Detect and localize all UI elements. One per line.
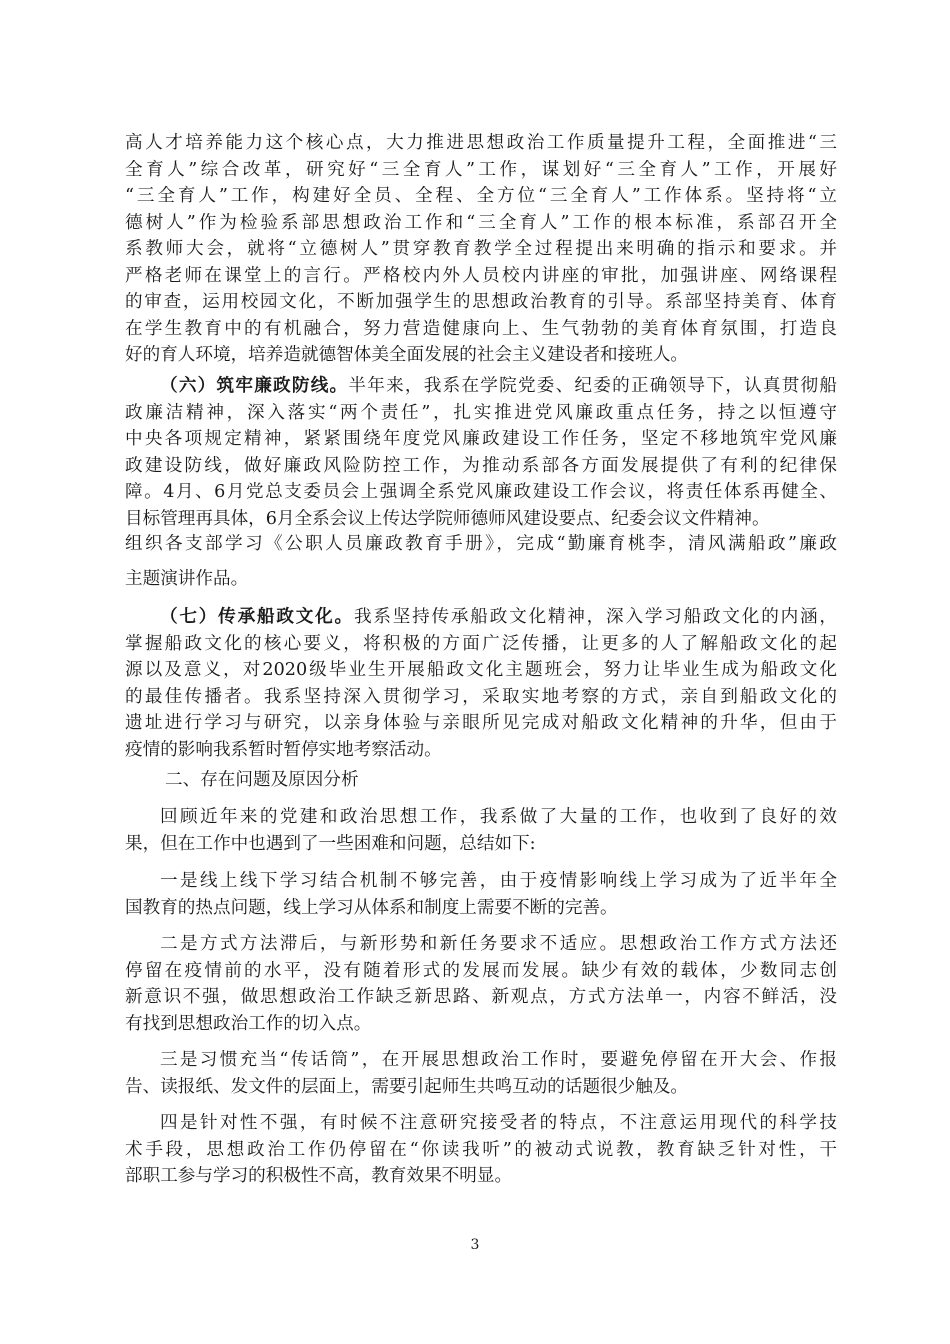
problem-3-paragraph: [125, 1047, 837, 1100]
text-line: 德树人”作为检验系部思想政治工作和“三全育人”工作的根本标准，系部召开全: [125, 212, 837, 233]
section-7-paragraph: [125, 604, 837, 763]
text-line: 政建设防线，做好廉政风险防控工作，为推动系部各方面发展提供了有利的纪律保: [125, 455, 837, 476]
text-line: 的最佳传播者。我系坚持深入贯彻学习，采取实地考察的方式，亲自到船政文化的: [125, 686, 837, 707]
text-line: 主题演讲作品。: [125, 569, 249, 589]
text-line: 系教师大会，就将“立德树人”贯穿教育教学全过程提出来明确的指示和要求。并: [125, 239, 837, 259]
section-7-first-line: 我系坚持传承船政文化精神，深入学习船政文化的内涵，: [353, 607, 837, 627]
section-6-paragraph: [125, 373, 837, 532]
paragraph-three-all-education: [125, 130, 837, 369]
section-6-extra: [125, 531, 837, 558]
review-paragraph: [125, 804, 837, 857]
text-line: 术手段，思想政治工作仍停留在“你读我听”的被动式说教，教育缺乏针对性，干: [125, 1139, 837, 1160]
text-line: 回顾近年来的党建和政治思想工作，我系做了大量的工作，也收到了良好的效: [160, 807, 837, 827]
text-line: [125, 604, 837, 631]
text-line: 新意识不强，做思想政治工作缺乏新思路、新观点，方式方法单一，内容不鲜活，没: [125, 987, 837, 1007]
text-line: 国教育的热点问题，线上学习从体系和制度上需要不断的完善。: [125, 897, 618, 918]
text-line: 三是习惯充当“传话筒”，在开展思想政治工作时，要避免停留在开大会、作报: [160, 1050, 837, 1070]
text-line: 源以及意义，对2020级毕业生开展船政文化主题班会，努力让毕业生成为船政文化: [125, 660, 837, 680]
text-line: 停留在疫情前的水平，没有随着形式的发展而发展。缺少有效的载体，少数同志创: [125, 960, 837, 981]
text-line: 全育人”综合改革，研究好“三全育人”工作，谋划好“三全育人”工作，开展好: [125, 159, 837, 180]
page-number: 3: [470, 1237, 480, 1253]
problem-4-paragraph: [125, 1110, 837, 1190]
text-line: 告、读报纸、发文件的层面上，需要引起师生共鸣互动的话题很少触及。: [125, 1076, 689, 1097]
section-6-heading: （六）筑牢廉政防线。: [160, 375, 349, 396]
text-line: 好的育人环境，培养造就德智体美全面发展的社会主义建设者和接班人。: [125, 345, 689, 365]
text-line: 中央各项规定精神，紧紧围绕年度党风廉政建设工作任务，坚定不移地筑牢党风廉: [125, 429, 837, 449]
text-line: 部职工参与学习的积极性不高，教育效果不明显。: [125, 1166, 513, 1186]
problem-1-paragraph: [125, 868, 837, 921]
section-2-heading: 二、存在问题及原因分析: [165, 770, 359, 790]
text-line: 掌握船政文化的核心要义，将积极的方面广泛传播，让更多的人了解船政文化的起: [125, 633, 837, 654]
text-line: 一是线上线下学习结合机制不够完善，由于疫情影响线上学习成为了近半年全: [160, 871, 837, 891]
text-line: [125, 373, 837, 400]
text-line: 有找到思想政治工作的切入点。: [125, 1013, 372, 1034]
text-line: 遗址进行学习与研究，以亲身体验与亲眼所见完成对船政文化精神的升华，但由于: [125, 713, 837, 733]
text-line: 障。4月、6月党总支委员会上强调全系党风廉政建设工作会议，将责任体系再健全、: [125, 482, 837, 502]
text-line: 高人才培养能力这个核心点，大力推进思想政治工作质量提升工程，全面推进“三: [125, 133, 837, 153]
text-line: 疫情的影响我系暂时暂停实地考察活动。: [125, 739, 442, 760]
section-7-heading: （七）传承船政文化。: [160, 606, 354, 627]
text-line: 二是方式方法滞后，与新形势和新任务要求不适应。思想政治工作方式方法还: [160, 934, 837, 954]
section-6-extra-end: [125, 566, 837, 593]
text-line: 四是针对性不强，有时候不注意研究接受者的特点，不注意运用现代的科学技: [160, 1113, 837, 1133]
text-line: 严格老师在课堂上的言行。严格校内外人员校内讲座的审批，加强讲座、网络课程: [125, 265, 837, 286]
text-line: 的审查，运用校园文化，不断加强学生的思想政治教育的引导。系部坚持美育、体育: [125, 292, 837, 312]
text-line: 组织各支部学习《公职人员廉政教育手册》，完成“勤廉育桃李，清风满船政”廉政: [125, 534, 837, 554]
text-line: 政廉洁精神，深入落实“两个责任”，扎实推进党风廉政重点任务，持之以恒遵守: [125, 402, 837, 423]
text-line: “三全育人”工作，构建好全员、全程、全方位“三全育人”工作体系。坚持将“立: [125, 186, 837, 206]
text-line: 果，但在工作中也遇到了一些困难和问题，总结如下:: [125, 833, 536, 854]
text-line: 在学生教育中的有机融合，努力营造健康向上、生气勃勃的美育体育氛围，打造良: [125, 318, 837, 339]
text-line: 目标管理再具体，6月全系会议上传达学院师德师风建设要点、纪委会议文件精神。: [125, 508, 770, 529]
section-6-first-line: 半年来，我系在学院党委、纪委的正确领导下，认真贯彻船: [348, 376, 837, 396]
problem-2-paragraph: [125, 931, 837, 1037]
